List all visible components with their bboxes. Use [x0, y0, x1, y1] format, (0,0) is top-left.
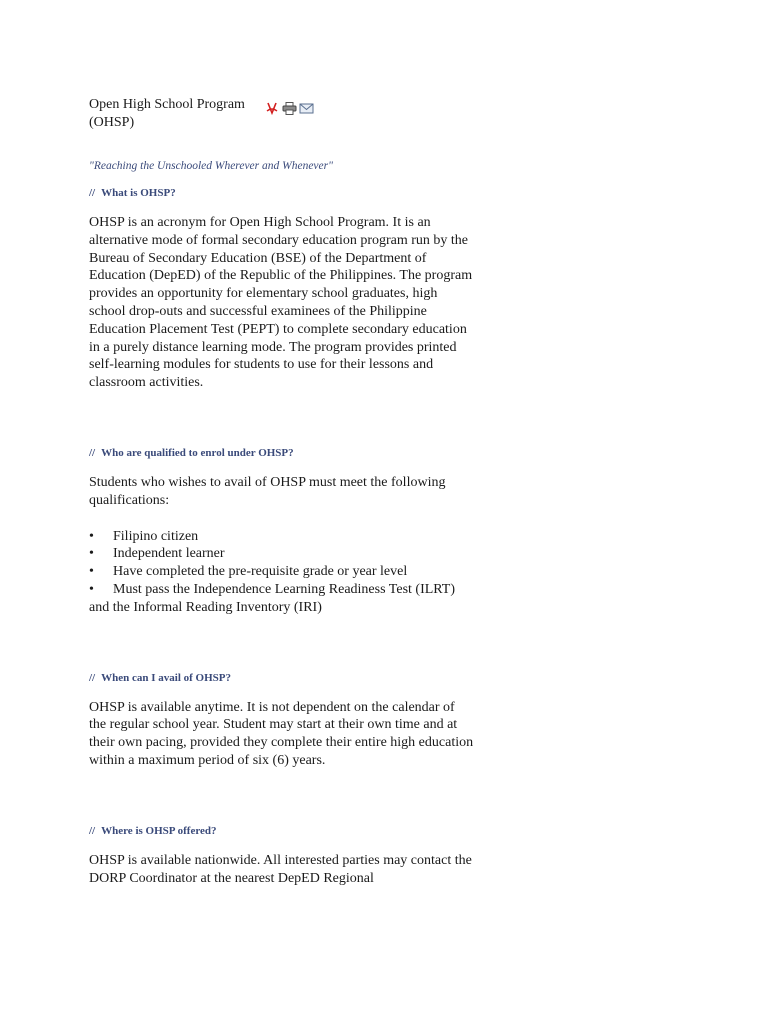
bullet: • — [89, 546, 94, 562]
section-body-when-avail: OHSP is available anytime. It is not dependent on the calendar of the regular school year. Student may start at their own time and at their own pacing, provided they complete their entire high education within a maximum period of six (6) years. — [89, 699, 474, 768]
list-item-text: Have completed the pre-requisite grade or year level — [113, 564, 408, 580]
list-item-text: Must pass the Independence Learning Readiness Test (ILRT) and the Informal Reading Inventory (IRI) — [89, 581, 455, 615]
heading-prefix: // — [89, 671, 96, 684]
list-item — [89, 545, 474, 563]
pdf-icon[interactable] — [265, 102, 279, 115]
page-title: Open High School Program (OHSP) — [89, 97, 245, 130]
heading-text: What is OHSP? — [101, 187, 176, 199]
list-item — [89, 581, 474, 617]
list-item-text: Filipino citizen — [113, 528, 199, 544]
section-body-qualifications: Students who wishes to avail of OHSP must meet the following qualifications: — [89, 474, 446, 508]
section-heading-where-offered — [89, 825, 474, 837]
qualifications-list — [89, 528, 474, 617]
bullet: • — [89, 581, 94, 597]
heading-text: When can I avail of OHSP? — [101, 671, 231, 684]
page-tagline: "Reaching the Unschooled Wherever and Whenever" — [89, 160, 333, 172]
document-page — [89, 96, 474, 887]
heading-prefix: // — [89, 824, 96, 837]
heading-prefix: // — [89, 446, 96, 459]
list-item-text: Independent learner — [113, 546, 225, 562]
print-icon[interactable] — [282, 102, 296, 115]
title-row — [89, 96, 474, 132]
heading-prefix: // — [89, 187, 96, 199]
section-body-what-is-ohsp: OHSP is an acronym for Open High School Program. It is an alternative mode of formal secondary education program run by the Bureau of Secondary Education (BSE) of the Department of Education (DepED) of the Republic of the Philippines. The program provides an opportunity for elementary school graduates, high school drop-outs and successful examinees of the Philippine Education Placement Test (PEPT) to complete secondary education in a purely distance learning mode. The program provides printed self-learning modules for students to use for their lessons and classroom activities. — [89, 215, 473, 391]
bullet: • — [89, 564, 94, 580]
section-heading-qualifications — [89, 447, 474, 459]
list-item — [89, 528, 474, 546]
section-heading-what-is-ohsp — [89, 187, 474, 199]
heading-text: Where is OHSP offered? — [101, 824, 217, 837]
email-icon[interactable] — [299, 102, 313, 115]
bullet: • — [89, 528, 94, 544]
section-body-where-offered: OHSP is available nationwide. All interested parties may contact the DORP Coordinator at the nearest DepED Regional — [89, 852, 472, 886]
title-actions — [265, 102, 313, 115]
list-item — [89, 563, 474, 581]
heading-text: Who are qualified to enrol under OHSP? — [101, 446, 294, 459]
section-heading-when-avail — [89, 672, 474, 684]
